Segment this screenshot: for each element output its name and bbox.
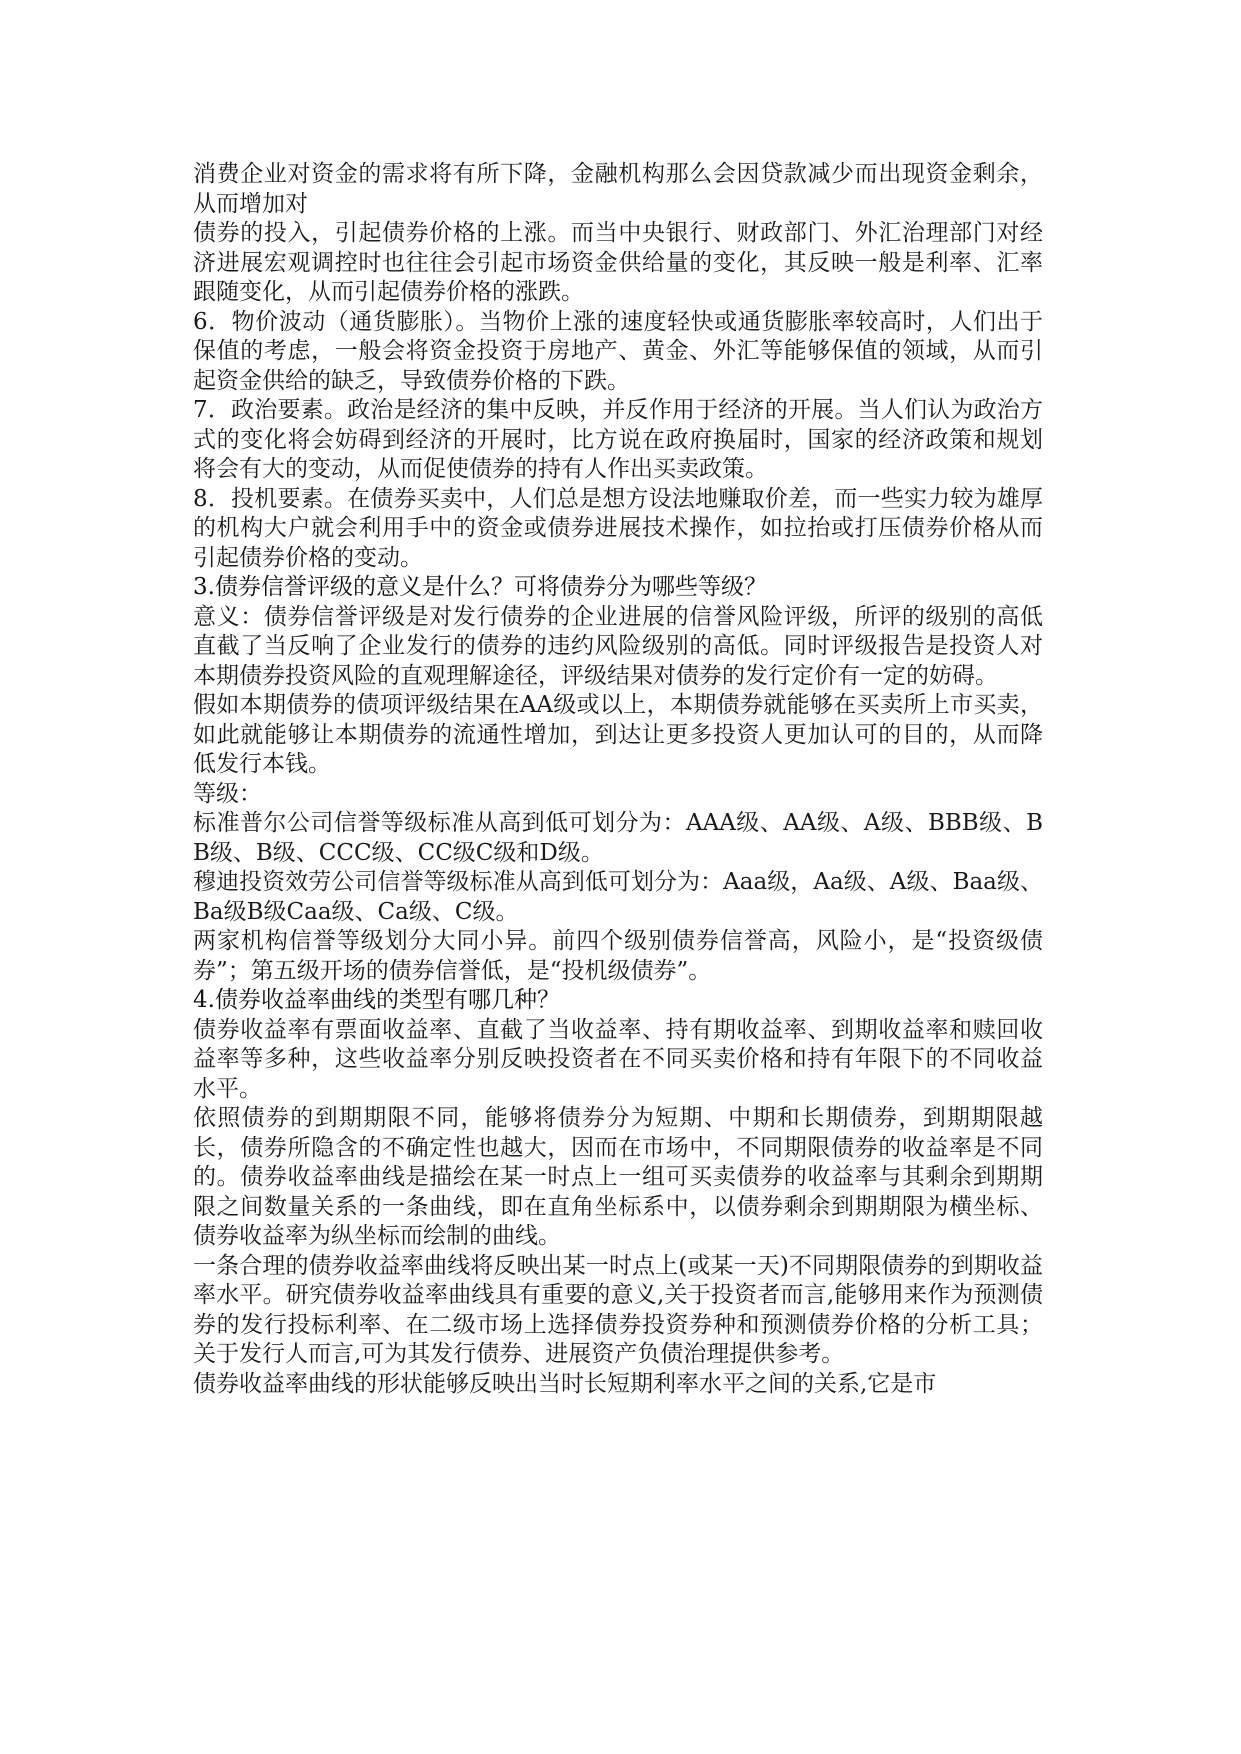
paragraph-central-bank: 债券的投入，引起债券价格的上涨。而当中央银行、财政部门、外汇治理部门对经济进展宏观调控时也往往会引起市场资金供给量的变化，其反映一般是利率、汇率跟随变化，从而引起债券价格的涨跌。 (193, 220, 1043, 305)
paragraph-curve-shape: 债券收益率曲线的形状能够反映出当时长短期利率水平之间的关系,它是市 (193, 1370, 937, 1397)
paragraph-speculation: 8．投机要素。在债券买卖中，人们总是想方设法地赚取价差，而一些实力较为雄厚的机构大户就会利用手中的资金或债券进展技术操作，如拉抬或打压债券价格从而引起债券价格的变动。 (193, 485, 1043, 571)
paragraph-funds-demand: 消费企业对资金的需求将有所下降，金融机构那么会因贷款减少而出现资金剩余，从而增加对 (193, 161, 1043, 217)
paragraph-politics: 7．政治要素。政治是经济的集中反映，并反作用于经济的开展。当人们认为政治方式的变化将会妨碍到经济的开展时，比方说在政府换届时，国家的经济政策和规划将会有大的变动，从而促使债券的持有人作出买卖政策。 (193, 397, 1043, 482)
paragraph-yield-curve-significance: 一条合理的债券收益率曲线将反映出某一时点上(或某一天)不同期限债券的到期收益率水平。研究债券收益率曲线具有重要的意义,关于投资者而言,能够用来作为预测债券的发行投标利率、在二级市场上选择债券投资券种和预测债券价格的分析工具；关于发行人而言,可为其发行债券、进展资产负债治理提供参考。 (193, 1252, 1043, 1367)
paragraph-inflation: 6．物价波动（通货膨胀）。当物价上涨的速度轻快或通货膨胀率较高时，人们出于保值的考虑，一般会将资金投资于房地产、黄金、外汇等能够保值的领域，从而引起资金供给的缺乏，导致债券价格的下跌。 (193, 308, 1043, 394)
question-4-heading: 4.债券收益率曲线的类型有哪几种？ (193, 987, 560, 1013)
paragraph-yield-types: 债券收益率有票面收益率、直截了当收益率、持有期收益率、到期收益率和赎回收益率等多种，这些收益率分别反映投资者在不同买卖价格和持有年限下的不同收益水平。 (193, 1016, 1043, 1102)
paragraph-aa-listing: 假如本期债券的债项评级结果在AA级或以上，本期债券就能够在买卖所上市买卖，如此就能够让本期债券的流通性增加，到达让更多投资人更加认可的目的，从而降低发行本钱。 (193, 692, 1043, 777)
paragraph-rating-meaning: 意义：债券信誉评级是对发行债券的企业进展的信誉风险评级，所评的级别的高低直截了当反响了企业发行的债券的违约风险级别的高低。同时评级报告是投资人对本期债券投资风险的直观理解途径，评级结果对债券的发行定价有一定的妨碍。 (193, 603, 1043, 689)
question-3-heading: 3.债券信誉评级的意义是什么？可将债券分为哪些等级？ (193, 574, 767, 600)
document-page (193, 160, 1043, 1399)
paragraph-grade-comparison: 两家机构信誉等级划分大同小异。前四个级别债券信誉高，风险小，是“投资级债券”；第五级开场的债券信誉低，是“投机级债券”。 (193, 928, 1043, 984)
paragraph-grades-label: 等级： (193, 780, 262, 807)
paragraph-maturity: 依照债券的到期期限不同，能够将债券分为短期、中期和长期债券，到期期限越长，债券所隐含的不确定性也越大，因而在市场中，不同期限债券的收益率是不同的。债券收益率曲线是描绘在某一时点上一组可买卖债券的收益率与其剩余到期期限之间数量关系的一条曲线，即在直角坐标系中，以债券剩余到期期限为横坐标、债券收益率为纵坐标而绘制的曲线。 (193, 1105, 1043, 1249)
paragraph-sp-grades: 标准普尔公司信誉等级标准从高到低可划分为：AAA级、AA级、A级、BBB级、BB级、B级、CCC级、CC级C级和D级。 (193, 810, 1043, 866)
paragraph-moodys-grades: 穆迪投资效劳公司信誉等级标准从高到低可划分为：Aaa级，Aa级、A级、Baa级、Ba级B级Caa级、Ca级、C级。 (193, 869, 1043, 925)
